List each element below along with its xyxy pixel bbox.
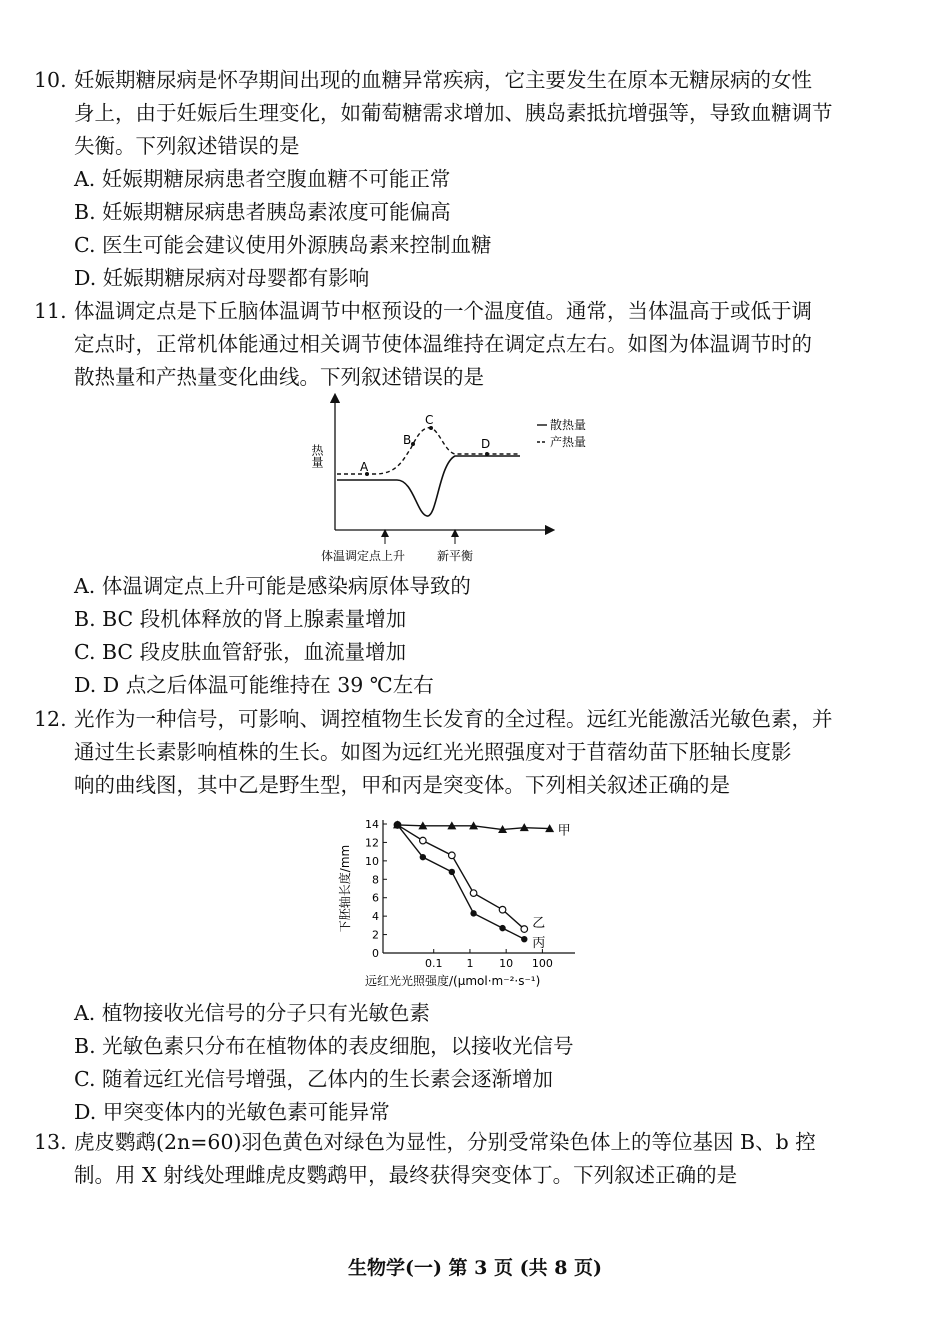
point-b-dot bbox=[411, 442, 415, 446]
legend-solid-label: 散热量 bbox=[550, 418, 587, 432]
new-balance-label: 新平衡 bbox=[437, 549, 474, 563]
data-point-丙 bbox=[499, 925, 505, 931]
question-10: 10. 妊娠期糖尿病是怀孕期间出现的血糖异常疾病，它主要发生在原本无糖尿病的女性 身上，由于妊娠后生理变化，如葡萄糖需求增加、胰岛素抵抗增强等，导致血糖调节 失衡。下列叙述错误的是 A. 妊娠期糖尿病患者空腹血糖不可能正常 B. 妊娠期糖尿病患者胰岛素浓度可能偏高 C. 医生可能会建议使用外源胰岛素来控制血糖 D. 妊娠期糖尿病对母婴都有影响 bbox=[34, 64, 904, 295]
point-a-label: A bbox=[360, 460, 369, 474]
data-point-乙 bbox=[449, 852, 456, 859]
data-point-乙 bbox=[521, 926, 528, 933]
point-d-dot bbox=[485, 452, 489, 456]
series-label-乙: 乙 bbox=[532, 916, 546, 932]
option-b: B. 妊娠期糖尿病患者胰岛素浓度可能偏高 bbox=[74, 200, 451, 224]
option-b: B. BC 段机体释放的肾上腺素量增加 bbox=[74, 607, 407, 631]
y-tick-label: 4 bbox=[372, 910, 379, 924]
data-point-丙 bbox=[521, 936, 527, 942]
option-d: D. 妊娠期糖尿病对母婴都有影响 bbox=[74, 266, 370, 290]
x-tick-label: 100 bbox=[531, 957, 553, 970]
data-point-乙 bbox=[470, 890, 477, 897]
chart-y-label: 下胚轴长度/mm bbox=[338, 844, 352, 933]
data-point-丙 bbox=[394, 822, 400, 828]
option-d: D. 甲突变体内的光敏色素可能异常 bbox=[74, 1100, 390, 1124]
data-point-丙 bbox=[449, 869, 455, 875]
data-point-丙 bbox=[420, 854, 426, 860]
series-line-乙 bbox=[397, 825, 524, 929]
x-tick-label: 10 bbox=[499, 957, 514, 970]
question-12-options bbox=[34, 997, 904, 1129]
data-point-丙 bbox=[470, 910, 476, 916]
question-11-options bbox=[34, 570, 904, 702]
y-axis-label: 热量 bbox=[310, 444, 324, 468]
option-c: C. 随着远红光信号增强，乙体内的生长素会逐渐增加 bbox=[74, 1067, 553, 1091]
x-tick-label: 1 bbox=[466, 957, 474, 970]
point-b-label: B bbox=[403, 433, 412, 447]
data-point-乙 bbox=[420, 837, 427, 844]
y-tick-label: 14 bbox=[365, 818, 379, 831]
option-d: D. D 点之后体温可能维持在 39 ℃左右 bbox=[74, 673, 434, 697]
question-13: 13. 虎皮鹦鹉(2n=60)羽色黄色对绿色为显性，分别受常染色体上的等位基因 B、b 控 制。用 X 射线处理雌虎皮鹦鹉甲，最终获得突变体丁。下列叙述正确的是 bbox=[34, 1126, 904, 1192]
question-stem: 13. 虎皮鹦鹉(2n=60)羽色黄色对绿色为显性，分别受常染色体上的等位基因 B、b 控 bbox=[34, 1130, 816, 1154]
series-label-丙: 丙 bbox=[532, 936, 546, 952]
point-d-label: D bbox=[481, 437, 491, 451]
option-b: B. 光敏色素只分布在植物体的表皮细胞，以接收光信号 bbox=[74, 1034, 574, 1058]
heat-curve-figure bbox=[305, 392, 625, 568]
option-c: C. BC 段皮肤血管舒张，血流量增加 bbox=[74, 640, 407, 664]
series-label-甲: 甲 bbox=[557, 823, 571, 839]
legend-dashed-label: 产热量 bbox=[550, 435, 587, 449]
y-tick-label: 12 bbox=[365, 836, 379, 850]
question-stem: 12. 光作为一种信号，可影响、调控植物生长发育的全过程。远红光能激活光敏色素，并 bbox=[34, 707, 833, 731]
y-tick-label: 8 bbox=[372, 873, 379, 887]
question-stem: 10. 妊娠期糖尿病是怀孕期间出现的血糖异常疾病，它主要发生在原本无糖尿病的女性 bbox=[34, 68, 812, 92]
x-tick-label: 0.1 bbox=[424, 957, 443, 970]
hypocotyl-length-chart bbox=[335, 810, 605, 995]
option-a: A. 妊娠期糖尿病患者空腹血糖不可能正常 bbox=[74, 167, 451, 191]
option-c: C. 医生可能会建议使用外源胰岛素来控制血糖 bbox=[74, 233, 492, 257]
option-a: A. 植物接收光信号的分子只有光敏色素 bbox=[74, 1001, 430, 1025]
page-footer: 生物学(一) 第 3 页 (共 8 页) bbox=[347, 1257, 603, 1279]
y-tick-label: 2 bbox=[372, 928, 379, 942]
question-stem: 11. 体温调定点是下丘脑体温调节中枢预设的一个温度值。通常，当体温高于或低于调 bbox=[34, 299, 812, 323]
point-c-label: C bbox=[425, 413, 434, 427]
setpoint-rise-label: 体温调定点上升 bbox=[321, 549, 406, 563]
y-tick-label: 10 bbox=[365, 854, 379, 868]
question-11: 11. 体温调定点是下丘脑体温调节中枢预设的一个温度值。通常，当体温高于或低于调 定点时，正常机体能通过相关调节使体温维持在调定点左右。如图为体温调节时的 散热量和产热量变化曲线。下列叙述错误的是 bbox=[34, 295, 904, 394]
series-line-丙 bbox=[397, 825, 524, 939]
question-12: 12. 光作为一种信号，可影响、调控植物生长发育的全过程。远红光能激活光敏色素，并 通过生长素影响植株的生长。如图为远红光光照强度对于苜蓿幼苗下胚轴长度影 响的曲线图，其中乙是野生型，甲和丙是突变体。下列相关叙述正确的是 bbox=[34, 703, 904, 802]
y-tick-label: 0 bbox=[372, 947, 379, 960]
y-tick-label: 6 bbox=[372, 891, 379, 905]
option-a: A. 体温调定点上升可能是感染病原体导致的 bbox=[74, 574, 471, 598]
data-point-乙 bbox=[499, 906, 506, 913]
chart-x-label: 远红光光照强度/(μmol·m⁻²·s⁻¹) bbox=[365, 974, 541, 988]
